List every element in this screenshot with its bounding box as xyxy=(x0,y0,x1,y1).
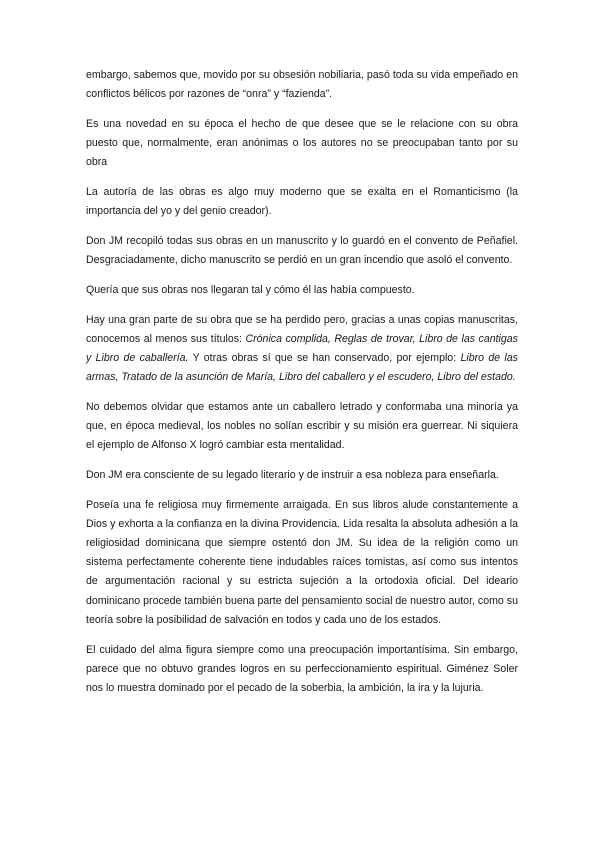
paragraph-8: Don JM era consciente de su legado literario y de instruir a esa nobleza para enseñarla. xyxy=(86,468,499,481)
paragraph-6 xyxy=(86,311,518,388)
paragraph-2: Es una novedad en su época el hecho de que desee que se le relacione con su obra puesto que, normalmente, eran anónimas o los autores no se preocupaban tanto por su obra xyxy=(86,117,518,169)
paragraph-6-text-2: Y otras obras sí que se han conservado, por ejemplo: xyxy=(188,351,461,364)
paragraph-6-text: Hay una gran parte de su obra que se ha perdido pero, gracias a unas copias manuscritas, conocemos al menos sus títulos: xyxy=(86,313,518,345)
document-page xyxy=(86,66,518,698)
paragraph-3: La autoría de las obras es algo muy moderno que se exalta en el Romanticismo (la importancia del yo y del genio creador). xyxy=(86,186,518,218)
paragraph-5: Quería que sus obras nos llegaran tal y cómo él las había compuesto. xyxy=(86,283,415,296)
paragraph-4: Don JM recopiló todas sus obras en un manuscrito y lo guardó en el convento de Peñafiel. Desgraciadamente, dicho manuscrito se perdió en un gran incendio que asoló el convento. xyxy=(86,234,518,267)
paragraph-9: Poseía una fe religiosa muy firmemente arraigada. En sus libros alude constantemente a Dios y exhorta a la confianza en la divina Providencia. Lida resalta la absoluta adhesión a la religiosidad dominicana que siempre ostentó don JM. Su idea de la religión como un sistema perfectamente coherente tiene indudables raíces tomistas, así como sus intentos de argumentación racional y su estricta sujeción a la ortodoxia oficial. Del ideario dominicano procede también buena parte del pensamiento social de nuestro autor, como su teoría sobre la posibilidad de salvación en todos y cada uno de los estados. xyxy=(86,498,518,626)
paragraph-7: No debemos olvidar que estamos ante un caballero letrado y conformaba una minoría ya que, en época medieval, los nobles no solían escribir y su misión era guerrear. Ni siquiera el ejemplo de Alfonso X logró cambiar esta mentalidad. xyxy=(86,400,518,452)
paragraph-1: embargo, sabemos que, movido por su obsesión nobiliaria, pasó toda su vida empeñado en conflictos bélicos por razones de “onra” y “fazienda”. xyxy=(86,69,518,101)
lost-works-titles: Crónica complida, Reglas de trovar, Libro de las cantigas y Libro de caballería. xyxy=(86,332,518,364)
paragraph-10: El cuidado del alma figura siempre como una preocupación importantísima. Sin embargo, parece que no obtuvo grandes logros en su perfeccionamiento espiritual. Giménez Soler nos lo muestra dominado por el pecado de la soberbia, la ambición, la ira y la lujuria. xyxy=(86,643,518,694)
preserved-works-titles: Libro de las armas, Tratado de la asunción de María, Libro del caballero y el escudero, Libro del estado. xyxy=(86,351,518,384)
